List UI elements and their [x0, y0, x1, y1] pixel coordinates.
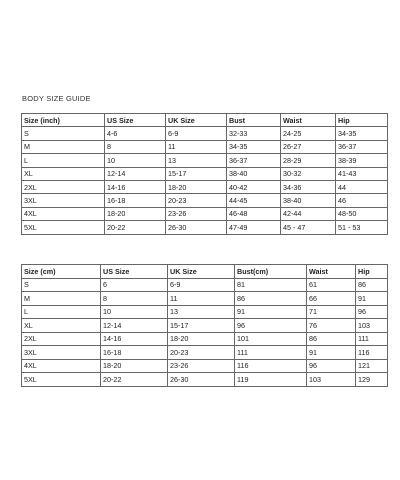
table-cell: S [22, 278, 101, 292]
table-cell: 81 [235, 278, 307, 292]
table-cell: 86 [235, 292, 307, 306]
table-cell: 44 [336, 180, 388, 193]
table-cell: 129 [356, 373, 388, 387]
table-cell: 18-20 [168, 332, 235, 346]
table-cell: 20-23 [166, 194, 227, 207]
column-header: Waist [281, 114, 336, 127]
table-cell: L [22, 154, 105, 167]
size-table-cm [21, 264, 388, 387]
column-header: Size (cm) [22, 265, 101, 279]
size-table-inch-body [22, 114, 388, 235]
table-row [22, 332, 388, 346]
table-cell: 13 [168, 305, 235, 319]
table-cell: 14-16 [101, 332, 168, 346]
table-cell: 3XL [22, 346, 101, 360]
table-cell: 11 [166, 140, 227, 153]
table-cell: 13 [166, 154, 227, 167]
table-cell: 26-30 [168, 373, 235, 387]
table-row [22, 292, 388, 306]
table-row [22, 305, 388, 319]
table-cell: 10 [101, 305, 168, 319]
table-cell: 61 [307, 278, 356, 292]
table-row [22, 140, 388, 153]
table-row [22, 167, 388, 180]
table-cell: 23-26 [168, 359, 235, 373]
table-cell: 10 [105, 154, 166, 167]
table-cell: 86 [356, 278, 388, 292]
table-cell: 16-18 [105, 194, 166, 207]
table-cell: 121 [356, 359, 388, 373]
table-cell: 15-17 [168, 319, 235, 333]
table-cell: 4XL [22, 359, 101, 373]
column-header: Hip [336, 114, 388, 127]
table-row [22, 154, 388, 167]
table-cell: 34-35 [227, 140, 281, 153]
table-cell: 6-9 [166, 127, 227, 140]
table-cell: 5XL [22, 221, 105, 234]
table-row [22, 346, 388, 360]
table-cell: 76 [307, 319, 356, 333]
table-cell: 2XL [22, 180, 105, 193]
table-cell: 103 [307, 373, 356, 387]
table-cell: 91 [307, 346, 356, 360]
table-cell: 34-36 [281, 180, 336, 193]
column-header: UK Size [168, 265, 235, 279]
table-cell: 86 [307, 332, 356, 346]
table-header-row [22, 265, 388, 279]
table-cell: 71 [307, 305, 356, 319]
column-header: Size (inch) [22, 114, 105, 127]
column-header: Bust [227, 114, 281, 127]
table-cell: 28-29 [281, 154, 336, 167]
table-row [22, 278, 388, 292]
column-header: UK Size [166, 114, 227, 127]
table-cell: 24-25 [281, 127, 336, 140]
table-header-row [22, 114, 388, 127]
table-row [22, 221, 388, 234]
table-cell: 6-9 [168, 278, 235, 292]
column-header: US Size [101, 265, 168, 279]
table-cell: 40-42 [227, 180, 281, 193]
table-cell: 91 [235, 305, 307, 319]
table-cell: 46 [336, 194, 388, 207]
table-cell: 20-23 [168, 346, 235, 360]
table-cell: 38-39 [336, 154, 388, 167]
table-cell: 45 - 47 [281, 221, 336, 234]
table-cell: 116 [356, 346, 388, 360]
table-cell: 18-20 [166, 180, 227, 193]
table-cell: 15-17 [166, 167, 227, 180]
table-cell: 11 [168, 292, 235, 306]
size-guide-title: BODY SIZE GUIDE [22, 94, 91, 103]
table-cell: 51 - 53 [336, 221, 388, 234]
table-cell: 12-14 [105, 167, 166, 180]
table-cell: 8 [101, 292, 168, 306]
table-cell: 8 [105, 140, 166, 153]
table-cell: 96 [307, 359, 356, 373]
table-cell: 119 [235, 373, 307, 387]
table-cell: 42-44 [281, 207, 336, 220]
table-cell: 34-35 [336, 127, 388, 140]
table-cell: 48-50 [336, 207, 388, 220]
table-cell: 2XL [22, 332, 101, 346]
table-cell: XL [22, 167, 105, 180]
table-cell: 44-45 [227, 194, 281, 207]
table-cell: 41-43 [336, 167, 388, 180]
table-cell: 38-40 [281, 194, 336, 207]
table-cell: 3XL [22, 194, 105, 207]
table-cell: 30-32 [281, 167, 336, 180]
column-header: US Size [105, 114, 166, 127]
table-cell: 4XL [22, 207, 105, 220]
table-cell: 38-40 [227, 167, 281, 180]
table-cell: 116 [235, 359, 307, 373]
table-cell: 111 [235, 346, 307, 360]
table-row [22, 207, 388, 220]
table-cell: 66 [307, 292, 356, 306]
table-cell: XL [22, 319, 101, 333]
table-cell: L [22, 305, 101, 319]
column-header: Waist [307, 265, 356, 279]
table-cell: 36-37 [227, 154, 281, 167]
table-row [22, 194, 388, 207]
table-row [22, 180, 388, 193]
table-cell: 47-49 [227, 221, 281, 234]
table-cell: 5XL [22, 373, 101, 387]
table-cell: 103 [356, 319, 388, 333]
table-cell: 20-22 [105, 221, 166, 234]
table-row [22, 359, 388, 373]
table-cell: 18-20 [105, 207, 166, 220]
table-cell: 4-6 [105, 127, 166, 140]
column-header: Bust(cm) [235, 265, 307, 279]
size-table-cm-body [22, 265, 388, 387]
table-cell: 111 [356, 332, 388, 346]
table-cell: 23-26 [166, 207, 227, 220]
column-header: Hip [356, 265, 388, 279]
table-row [22, 373, 388, 387]
table-cell: M [22, 140, 105, 153]
table-cell: 12-14 [101, 319, 168, 333]
table-cell: 32-33 [227, 127, 281, 140]
table-row [22, 319, 388, 333]
table-cell: 36-37 [336, 140, 388, 153]
table-cell: S [22, 127, 105, 140]
table-cell: M [22, 292, 101, 306]
table-cell: 91 [356, 292, 388, 306]
table-cell: 26-27 [281, 140, 336, 153]
table-cell: 26-30 [166, 221, 227, 234]
table-cell: 18-20 [101, 359, 168, 373]
table-cell: 96 [356, 305, 388, 319]
table-cell: 96 [235, 319, 307, 333]
table-cell: 20-22 [101, 373, 168, 387]
table-cell: 6 [101, 278, 168, 292]
table-cell: 16-18 [101, 346, 168, 360]
size-table-inch [21, 113, 388, 235]
table-cell: 101 [235, 332, 307, 346]
table-cell: 14-16 [105, 180, 166, 193]
table-row [22, 127, 388, 140]
table-cell: 46-48 [227, 207, 281, 220]
